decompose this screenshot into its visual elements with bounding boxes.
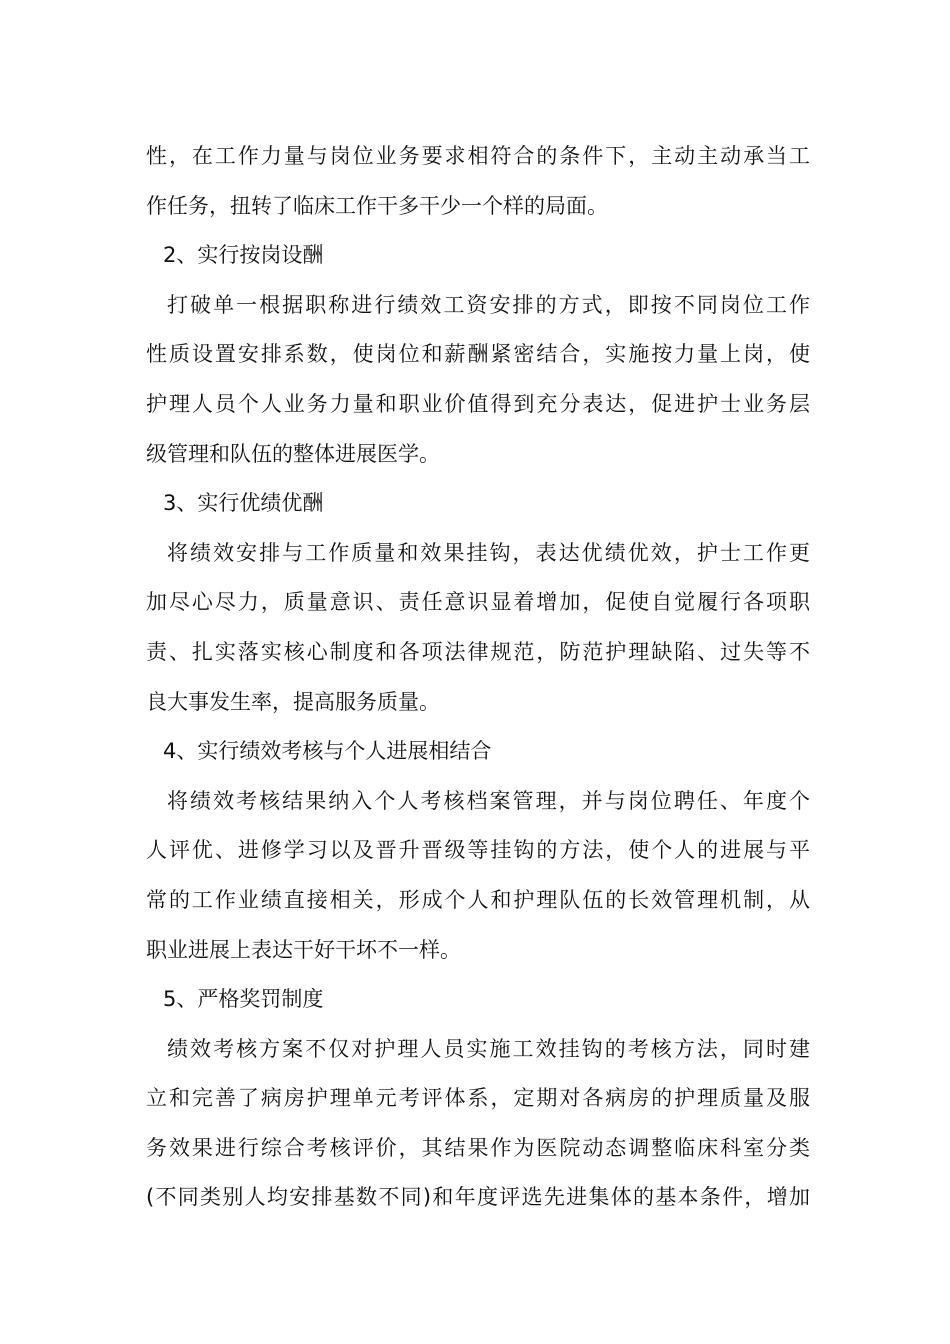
paragraph-line: 将绩效考核结果纳入个人考核档案管理，并与岗位聘任、年度个 bbox=[167, 788, 810, 813]
paragraph-line: 性，在工作力量与岗位业务要求相符合的条件下，主动主动承当工 bbox=[146, 144, 810, 168]
paragraph-line: 级管理和队伍的整体进展医学。 bbox=[146, 441, 440, 466]
section-heading: 2、实行按岗设酬 bbox=[163, 243, 324, 268]
paragraph-line: (不同类别人均安排基数不同)和年度评选先进集体的基本条件，增加 bbox=[146, 1185, 810, 1210]
paragraph-line: 护理人员个人业务力量和职业价值得到充分表达，促进护士业务层 bbox=[146, 391, 810, 416]
paragraph-line: 打破单一根据职称进行绩效工资安排的方式，即按不同岗位工作 bbox=[167, 292, 810, 317]
paragraph-line: 职业进展上表达干好干坏不一样。 bbox=[146, 937, 461, 962]
paragraph-line: 加尽心尽力，质量意识、责任意识显着增加，促使自觉履行各项职 bbox=[146, 590, 810, 615]
section-heading: 5、严格奖罚制度 bbox=[163, 987, 324, 1012]
section-heading: 4、实行绩效考核与个人进展相结合 bbox=[163, 739, 492, 764]
paragraph-line: 常的工作业绩直接相关，形成个人和护理队伍的长效管理机制，从 bbox=[146, 887, 810, 912]
paragraph-line: 良大事发生率，提高服务质量。 bbox=[146, 689, 440, 714]
paragraph-line: 性质设置安排系数，使岗位和薪酬紧密结合，实施按力量上岗，使 bbox=[146, 342, 810, 367]
paragraph-line: 务效果进行综合考核评价，其结果作为医院动态调整临床科室分类 bbox=[146, 1135, 810, 1160]
paragraph-line: 立和完善了病房护理单元考评体系，定期对各病房的护理质量及服 bbox=[146, 1086, 810, 1111]
paragraph-line: 绩效考核方案不仅对护理人员实施工效挂钩的考核方法，同时建 bbox=[167, 1036, 810, 1061]
document-body bbox=[146, 132, 810, 1223]
paragraph-line: 将绩效安排与工作质量和效果挂钩，表达优绩优效，护士工作更 bbox=[167, 540, 810, 565]
section-heading: 3、实行优绩优酬 bbox=[163, 491, 324, 516]
paragraph-line: 责、扎实落实核心制度和各项法律规范，防范护理缺陷、过失等不 bbox=[146, 639, 810, 664]
paragraph-line: 作任务，扭转了临床工作干多干少一个样的局面。 bbox=[146, 193, 608, 218]
paragraph-line: 人评优、进修学习以及晋升晋级等挂钩的方法，使个人的进展与平 bbox=[146, 838, 810, 863]
